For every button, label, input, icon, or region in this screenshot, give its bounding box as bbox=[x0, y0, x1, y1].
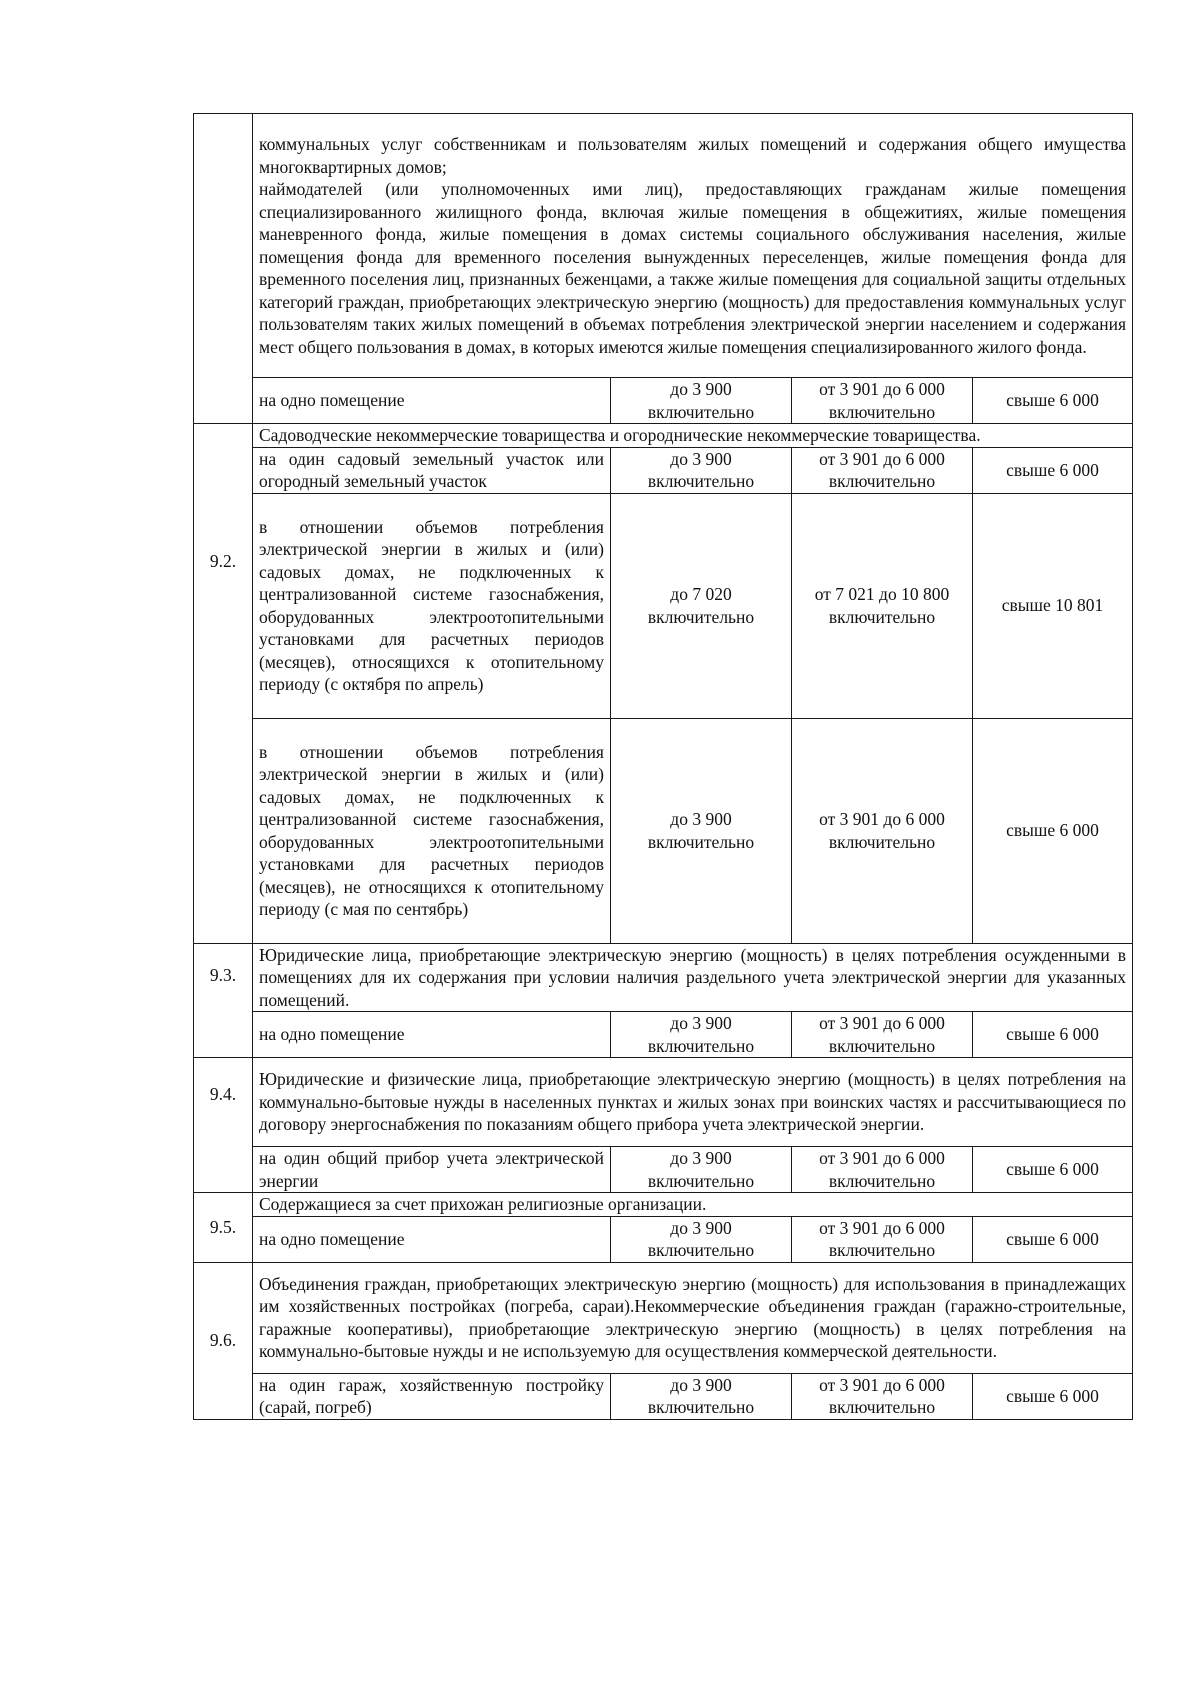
heading-paragraph: коммунальных услуг собственникам и пользователям жилых помещений и содержания общего имущества многоквартирных домов; bbox=[259, 134, 1127, 177]
range-high: свыше 6 000 bbox=[973, 1147, 1133, 1193]
item-label: на одно помещение bbox=[253, 1012, 611, 1058]
range-mid: от 3 901 до 6 000 включительно bbox=[792, 1373, 973, 1419]
tariff-table bbox=[193, 113, 1133, 1420]
table-row bbox=[194, 1216, 1133, 1262]
table-row bbox=[194, 378, 1133, 424]
range-high: свыше 6 000 bbox=[973, 1216, 1133, 1262]
table-row bbox=[194, 114, 1133, 378]
range-mid: от 3 901 до 6 000 включительно bbox=[792, 1147, 973, 1193]
range-low: до 3 900 включительно bbox=[611, 1012, 792, 1058]
range-mid: от 3 901 до 6 000 включительно bbox=[792, 718, 973, 943]
range-high: свыше 10 801 bbox=[973, 493, 1133, 718]
range-low: до 3 900 включительно bbox=[611, 1147, 792, 1193]
row-number bbox=[194, 114, 253, 424]
range-low: до 3 900 включительно bbox=[611, 447, 792, 493]
table-row bbox=[194, 1373, 1133, 1419]
row-number: 9.4. bbox=[194, 1058, 253, 1193]
item-label: на одно помещение bbox=[253, 1216, 611, 1262]
table-row bbox=[194, 1058, 1133, 1147]
heading-paragraph: наймодателей (или уполномоченных ими лиц), предоставляющих гражданам жилые помещения специализированного жилищного фонда, включая жилые помещения в общежитиях, жилые помещения маневренного фонда, жилые помещения в домах системы социального обслуживания населения, жилые помещения фонда для временного поселения вынужденных переселенцев, жилые помещения фонда для временного поселения лиц, признанных беженцами, а также жилые помещения для социальной защиты отдельных категорий граждан, приобретающих электрическую энергию (мощность) для предоставления коммунальных услуг пользователям таких жилых помещений в объемах потребления электрической энергии населением и содержания мест общего пользования в домах, в которых имеются жилые помещения специализированного жилого фонда. bbox=[259, 179, 1127, 357]
range-high: свыше 6 000 bbox=[973, 1012, 1133, 1058]
table-row bbox=[194, 424, 1133, 448]
item-label: на один общий прибор учета электрической энергии bbox=[253, 1147, 611, 1193]
section-heading: Объединения граждан, приобретающих электрическую энергию (мощность) для использования в принадлежащих им хозяйственных постройках (погреба, сараи).Некоммерческие объединения граждан (гаражно-строительные, гаражные кооперативы), приобретающие электрическую энергию (мощность) в целях потребления на коммунально-бытовые нужды и не используемую для осуществления коммерческой деятельности. bbox=[253, 1262, 1133, 1373]
range-mid: от 7 021 до 10 800 включительно bbox=[792, 493, 973, 718]
range-high: свыше 6 000 bbox=[973, 447, 1133, 493]
table-row bbox=[194, 493, 1133, 718]
table-row bbox=[194, 718, 1133, 943]
section-heading: Юридические и физические лица, приобретающие электрическую энергию (мощность) в целях потребления на коммунально-бытовые нужды в населенных пунктах и жилых зонах при воинских частях и рассчитывающиеся по договору энергоснабжения по показаниям общего прибора учета электрической энергии. bbox=[253, 1058, 1133, 1147]
range-low: до 3 900 включительно bbox=[611, 378, 792, 424]
range-high: свыше 6 000 bbox=[973, 718, 1133, 943]
row-number: 9.6. bbox=[194, 1262, 253, 1419]
range-low: до 3 900 включительно bbox=[611, 718, 792, 943]
table-row bbox=[194, 1012, 1133, 1058]
table-row bbox=[194, 447, 1133, 493]
range-high: свыше 6 000 bbox=[973, 378, 1133, 424]
section-heading: Юридические лица, приобретающие электрическую энергию (мощность) в целях потребления осужденными в помещениях для их содержания при условии наличия раздельного учета электрической энергии для указанных помещений. bbox=[253, 943, 1133, 1012]
section-heading: Садоводческие некоммерческие товарищества и огороднические некоммерческие товарищества. bbox=[253, 424, 1133, 448]
range-mid: от 3 901 до 6 000 включительно bbox=[792, 1216, 973, 1262]
table-row bbox=[194, 1262, 1133, 1373]
section-heading bbox=[253, 114, 1133, 378]
range-low: до 3 900 включительно bbox=[611, 1373, 792, 1419]
range-mid: от 3 901 до 6 000 включительно bbox=[792, 447, 973, 493]
row-number: 9.3. bbox=[194, 943, 253, 1058]
range-low: до 3 900 включительно bbox=[611, 1216, 792, 1262]
range-low: до 7 020 включительно bbox=[611, 493, 792, 718]
item-label: на один гараж, хозяйственную постройку (сарай, погреб) bbox=[253, 1373, 611, 1419]
range-mid: от 3 901 до 6 000 включительно bbox=[792, 378, 973, 424]
range-mid: от 3 901 до 6 000 включительно bbox=[792, 1012, 973, 1058]
item-label: в отношении объемов потребления электрической энергии в жилых и (или) садовых домах, не подключенных к централизованной системе газоснабжения, оборудованных электроотопительными установками для расчетных периодов (месяцев), не относящихся к отопительному периоду (с мая по сентябрь) bbox=[253, 718, 611, 943]
item-label: в отношении объемов потребления электрической энергии в жилых и (или) садовых домах, не подключенных к централизованной системе газоснабжения, оборудованных электроотопительными установками для расчетных периодов (месяцев), относящихся к отопительному периоду (с октября по апрель) bbox=[253, 493, 611, 718]
item-label: на один садовый земельный участок или огородный земельный участок bbox=[253, 447, 611, 493]
item-label: на одно помещение bbox=[253, 378, 611, 424]
table-row bbox=[194, 1193, 1133, 1217]
row-number: 9.5. bbox=[194, 1193, 253, 1263]
table-row bbox=[194, 1147, 1133, 1193]
row-number: 9.2. bbox=[194, 424, 253, 944]
section-heading: Содержащиеся за счет прихожан религиозные организации. bbox=[253, 1193, 1133, 1217]
table-row bbox=[194, 943, 1133, 1012]
range-high: свыше 6 000 bbox=[973, 1373, 1133, 1419]
